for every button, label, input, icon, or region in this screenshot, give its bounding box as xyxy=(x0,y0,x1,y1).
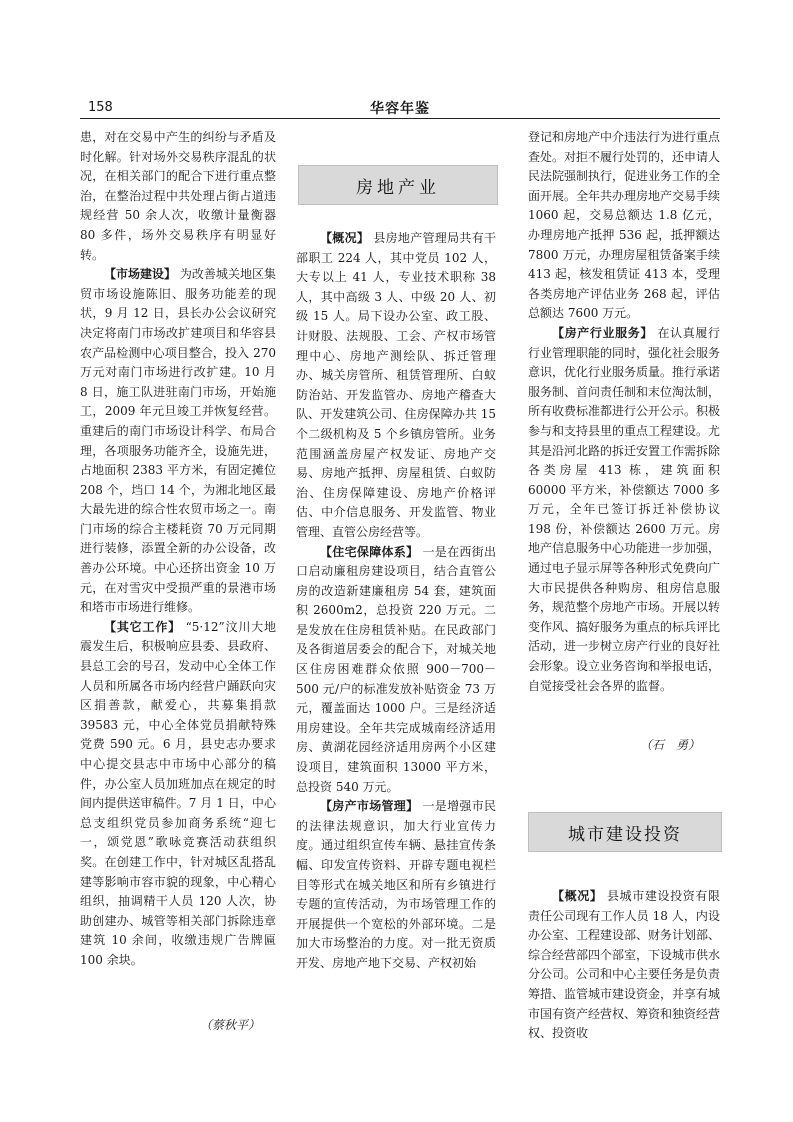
paragraph-housing-security xyxy=(296,543,496,798)
paragraph-continued: 患，对在交易中产生的纠纷与矛盾及时化解。针对场外交易秩序混乱的状况，在相关部门的配合下进行重点整治，在整治过程中共处理占街占道违规经营 50 余人次，收缴计量衡器 80 多件，场外交易秩序有明显好转。 xyxy=(80,130,276,262)
paragraph-continued: 登记和房地产中介违法行为进行重点查处。对拒不履行处罚的，还申请人民法院强制执行，促进业务工作的全面开展。全年共办理房地产交易手续 1060 起，交易总额达 1.8 亿元，办理房地产抵押 536 起，抵押额达 7800 万元，办理房屋租赁备案手续 413 起，核发租赁证 413 本，受理各类房地产评估业务 268 起，评估总额达 7600 万元。 xyxy=(528,130,721,321)
column-1 xyxy=(80,128,276,971)
author-signature: （蔡秋平） xyxy=(200,1018,261,1032)
paragraph-overview xyxy=(296,229,496,543)
section-keyword: 【房产市场管理】 xyxy=(320,799,419,814)
paragraph-text: 一是增强市民的法律法规意识，加大行业宣传力度。通过组织宣传车辆、悬挂宣传条幅、印发宣传资料、开辟专题电视栏目等形式在城关地区和所有乡镇进行专题的宣传活动，为市场管理工作的开展提供一个宽松的外部环境。二是加大市场整治的力度。对一批无资质开发、房地产地下交易、产权初始 xyxy=(296,799,496,970)
section-keyword: 【概况】 xyxy=(320,231,370,245)
paragraph-industry-service xyxy=(528,324,720,696)
paragraph-text: “5·12”汶川大地震发生后，积极响应县委、县政府、县总工会的号召，发动中心全体工作人员和所属各市场内经营户踊跃向灾区捐善款，献爱心，共募集捐款 39583 元，中心全体党员捐献特殊党费 590 元。6 月，县史志办要求中心提交县志中市场中心部分的稿件，办公室人员加班加点在规定的时间内提供送审稿件。7 月 1 日，中心总支组织党员参加商务系统“迎七一，颂党恩”歌咏竞赛活动获组织奖。在创建工作中，针对城区乱搭乱建等影响市容市貌的现象，中心精心组织，抽调精干人员 120 人次，协助创建办、城管等相关部门拆除违章建筑 10 余间，收缴违规广告牌匾 100 余块。 xyxy=(80,619,276,967)
paragraph-text: 县房地产管理局共有干部职工 224 人，其中党员 102 人，大专以上 41 人，专业技术职称 38 人，其中高级 3 人、中级 20 人、初级 15 人。局下设办公室、政工股、计财股、法规股、工会、产权市场管理中心、房地产测绘队、拆迁管理办、城关房管所、租赁管理所、白蚁防治站、开发监管办、房地产稽查大队、开发建筑公司、住房保障办共 15 个二级机构及 5 个乡镇房管所。业务范围涵盖房屋产权发证、房地产交易、房地产抵押、房屋租赁、白蚁防治、住房保障建设、房地产价格评估、中介信息服务、开发监管、物业管理、直管公房经营等。 xyxy=(296,231,496,539)
paragraph-market-construction xyxy=(80,265,276,618)
column-3 xyxy=(528,128,720,696)
paragraph-market-management xyxy=(296,797,496,973)
header-rule xyxy=(80,118,720,119)
author-signature: （石 勇） xyxy=(640,738,701,752)
paragraph-text: 为改善城关地区集贸市场设施陈旧、服务功能差的现状，9 月 12 日，县长办公会议研究决定将南门市场改扩建项目和华容县农产品检测中心项目整合，投入 270 万元对南门市场进行改扩建。10 月 8 日，施工队进驻南门市场，开始施工，2009 年元旦竣工并恢复经营。重建后的南门市场设计科学、布局合理，各项服务功能齐全，设施先进，占地面积 2383 平方米，有固定摊位 208 个，垱口 14 个，为湘北地区最大最先进的综合性农贸市场之一。南门市场的综合主楼耗资 70 万元同期进行装修，添置全新的办公设备，改善办公环境。中心还挤出资金 10 万元，在对雪灾中受损严重的景港市场和塔市市场进行维修。 xyxy=(80,267,276,615)
paragraph-text: 一是在西街出口启动廉租房建设项目，结合直管公房的改造新建廉租房 54 套，建筑面积 2600m2，总投资 220 万元。二是发放在住房租赁补贴。在民政部门及各街道居委会的配合下，对城关地区住房困难群众依照 900－700－500 元/户的标准发放补贴资金 73 万元，覆盖面达 1000 户。三是经济适用房建设。全年共完成城南经济适用房、黄湖花园经济适用房两个小区建设项目，建筑面积 13000 平方米，总投资 540 万元。 xyxy=(296,544,496,794)
section-keyword: 【概况】 xyxy=(552,889,603,903)
section-keyword: 【其它工作】 xyxy=(104,619,182,634)
section-heading-real-estate: 房地产业 xyxy=(298,165,498,205)
section-keyword: 【房产行业服务】 xyxy=(552,325,654,340)
section-keyword: 【住宅保障体系】 xyxy=(320,544,419,559)
paragraph-overview xyxy=(528,887,720,1044)
column-4 xyxy=(528,887,720,1044)
section-keyword: 【市场建设】 xyxy=(104,267,177,282)
paragraph-other-work xyxy=(80,618,276,971)
book-title: 华容年鉴 xyxy=(370,101,430,117)
column-2 xyxy=(296,229,496,974)
paragraph-text: 在认真履行行业管理职能的同时，强化社会服务意识，优化行业服务质量。推行承诺服务制、首问责任制和末位淘汰制，所有收费标准都进行公开公示。积极参与和支持县里的重点工程建设。尤其是沿河北路的拆迁安置工作需拆除各类房屋 413 栋，建筑面积 60000 平方米，补偿额达 7000 多万元，全年已签订拆迁补偿协议 198 份，补偿额达 2600 万元。房地产信息服务中心功能进一步加强，通过电子显示屏等各种形式免费向广大市民提供各种购房、租房信息服务，规范整个房地产市场。开展以转变作风、搞好服务为重点的标兵评比活动，进一步树立房产行业的良好社会形象。设立业务咨询和举报电话，自觉接受社会各界的监督。 xyxy=(528,325,721,693)
page-number: 158 xyxy=(88,100,113,115)
section-heading-urban-investment: 城市建设投资 xyxy=(528,812,722,852)
paragraph-text: 县城市建设投资有限责任公司现有工作人员 18 人，内设办公室、工程建设部、财务计划部、综合经营部四个部室，下设城市供水分公司。公司和中心主要任务是负责筹措、监管城市建设资金，并享有城市国有资产经营权、筹资和独资经营权、投资收 xyxy=(528,889,721,1041)
